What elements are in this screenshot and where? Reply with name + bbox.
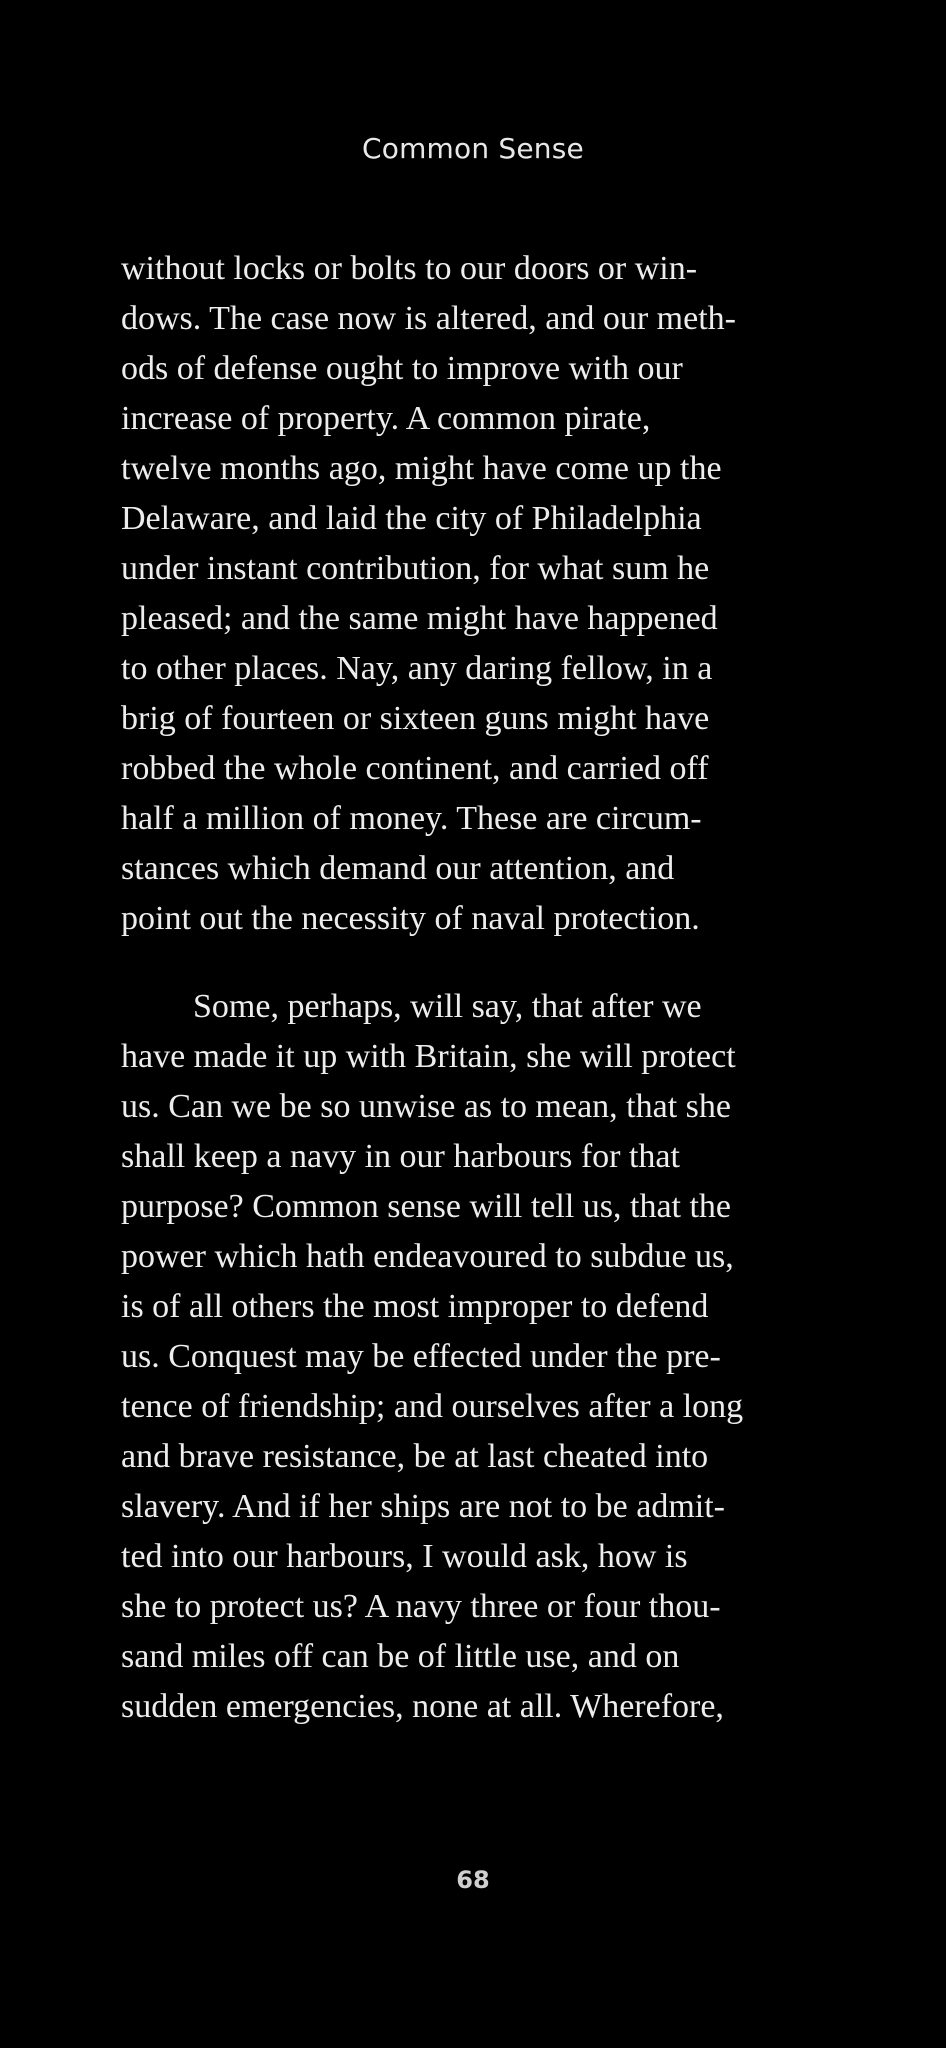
text-line: ods of defense ought to improve with our (121, 350, 683, 387)
text-line: sudden emergencies, none at all. Wherefore, (121, 1688, 724, 1725)
text-line: robbed the whole continent, and carried off (121, 750, 709, 787)
text-line: and brave resistance, be at last cheated into (121, 1438, 709, 1475)
text-line: purpose? Common sense will tell us, that the (121, 1188, 732, 1225)
paragraph-2 (121, 982, 861, 1732)
text-line: to other places. Nay, any daring fellow, in a (121, 650, 713, 687)
text-line: brig of fourteen or sixteen guns might have (121, 700, 710, 737)
text-line: Some, perhaps, will say, that after we (193, 988, 702, 1025)
text-line: power which hath endeavoured to subdue us, (121, 1238, 734, 1275)
text-line: Delaware, and laid the city of Philadelphia (121, 500, 702, 537)
text-line: dows. The case now is altered, and our meth- (121, 300, 736, 337)
text-line: tence of friendship; and ourselves after a long (121, 1388, 744, 1425)
text-line: stances which demand our attention, and (121, 850, 675, 887)
paragraph-1 (121, 244, 861, 944)
text-line: is of all others the most improper to defend (121, 1288, 709, 1325)
text-line: she to protect us? A navy three or four thou- (121, 1588, 721, 1625)
text-line: without locks or bolts to our doors or win- (121, 250, 698, 287)
text-line: ted into our harbours, I would ask, how is (121, 1538, 688, 1575)
text-line: shall keep a navy in our harbours for that (121, 1138, 680, 1175)
text-line: have made it up with Britain, she will protect (121, 1038, 736, 1075)
book-text[interactable] (121, 244, 861, 1732)
page-number: 68 (456, 1866, 490, 1894)
text-line: us. Can we be so unwise as to mean, that she (121, 1088, 731, 1125)
paragraph-gap (121, 944, 861, 982)
text-line: point out the necessity of naval protection. (121, 900, 700, 937)
book-title: Common Sense (362, 132, 584, 165)
text-line: twelve months ago, might have come up the (121, 450, 722, 487)
text-line: slavery. And if her ships are not to be admit- (121, 1488, 725, 1525)
text-line: half a million of money. These are circum- (121, 800, 702, 837)
text-line: sand miles off can be of little use, and on (121, 1638, 680, 1675)
text-line: under instant contribution, for what sum he (121, 550, 710, 587)
text-line: us. Conquest may be effected under the pre- (121, 1338, 721, 1375)
text-line: pleased; and the same might have happened (121, 600, 718, 637)
text-line: increase of property. A common pirate, (121, 400, 651, 437)
